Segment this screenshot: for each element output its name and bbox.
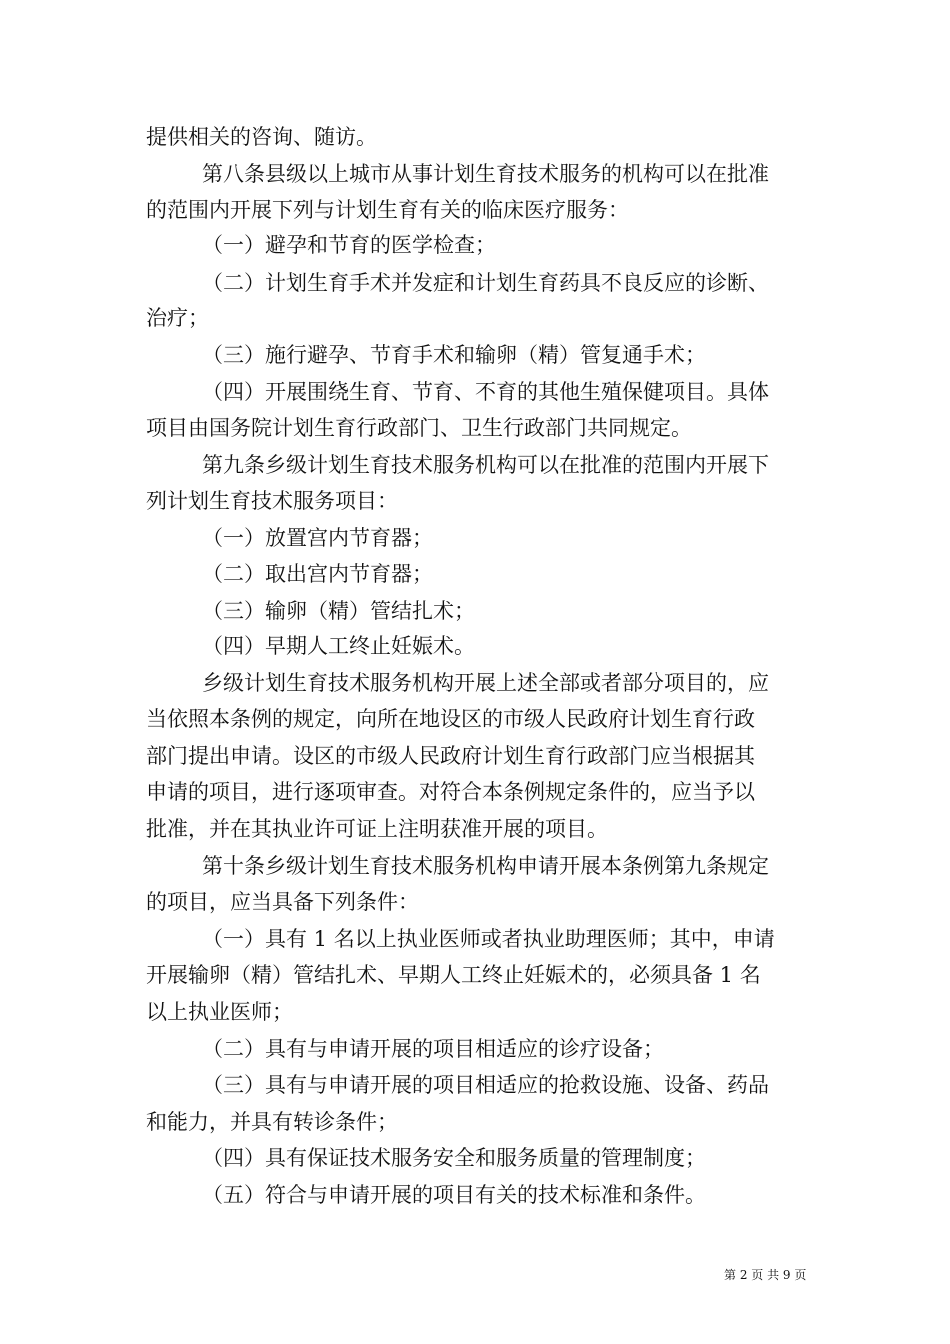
text-line: （二）具有与申请开展的项目相适应的诊疗设备；	[202, 1037, 664, 1061]
text-line: 项目由国务院计划生育行政部门、卫生行政部门共同规定。	[146, 416, 692, 440]
text-line: 批准，并在其执业许可证上注明获准开展的项目。	[146, 817, 608, 841]
text-line: （一）具有 1 名以上执业医师或者执业助理医师；其中，申请	[202, 927, 775, 951]
text-line: （二）计划生育手术并发症和计划生育药具不良反应的诊断、	[202, 271, 769, 295]
text-line: （五）符合与申请开展的项目有关的技术标准和条件。	[202, 1183, 706, 1207]
text-line: （三）具有与申请开展的项目相适应的抢救设施、设备、药品	[202, 1073, 769, 1097]
text-line: 乡级计划生育技术服务机构开展上述全部或者部分项目的，应	[202, 671, 769, 695]
text-line: 部门提出申请。设区的市级人民政府计划生育行政部门应当根据其	[146, 744, 755, 768]
text-line: （四）早期人工终止妊娠术。	[202, 634, 475, 658]
text-line: （一）避孕和节育的医学检查；	[202, 233, 496, 257]
text-line: 治疗；	[146, 306, 209, 330]
text-line: （四）具有保证技术服务安全和服务质量的管理制度；	[202, 1146, 706, 1170]
text-line: （三）施行避孕、节育手术和输卵（精）管复通手术；	[202, 343, 706, 367]
text-line: （三）输卵（精）管结扎术；	[202, 599, 475, 623]
text-line: （一）放置宫内节育器；	[202, 526, 433, 550]
text-line: （二）取出宫内节育器；	[202, 562, 433, 586]
text-line: 列计划生育技术服务项目：	[146, 489, 398, 513]
text-line: 申请的项目，进行逐项审查。对符合本条例规定条件的，应当予以	[146, 780, 755, 804]
text-line: 和能力，并具有转诊条件；	[146, 1110, 398, 1134]
text-line: 的项目，应当具备下列条件：	[146, 890, 419, 914]
text-line: 第八条县级以上城市从事计划生育技术服务的机构可以在批准	[202, 162, 769, 186]
text-line: （四）开展围绕生育、节育、不育的其他生殖保健项目。具体	[202, 380, 769, 404]
page-number: 第 2 页 共 9 页	[724, 1268, 807, 1282]
text-line: 当依照本条例的规定，向所在地设区的市级人民政府计划生育行政	[146, 707, 755, 731]
text-line: 第九条乡级计划生育技术服务机构可以在批准的范围内开展下	[202, 453, 769, 477]
text-line: 以上执业医师；	[146, 1000, 293, 1024]
text-line: 提供相关的咨询、随访。	[146, 125, 377, 149]
text-line: 开展输卵（精）管结扎术、早期人工终止妊娠术的，必须具备 1 名	[146, 963, 761, 987]
text-line: 的范围内开展下列与计划生育有关的临床医疗服务：	[146, 198, 629, 222]
text-line: 第十条乡级计划生育技术服务机构申请开展本条例第九条规定	[202, 854, 769, 878]
